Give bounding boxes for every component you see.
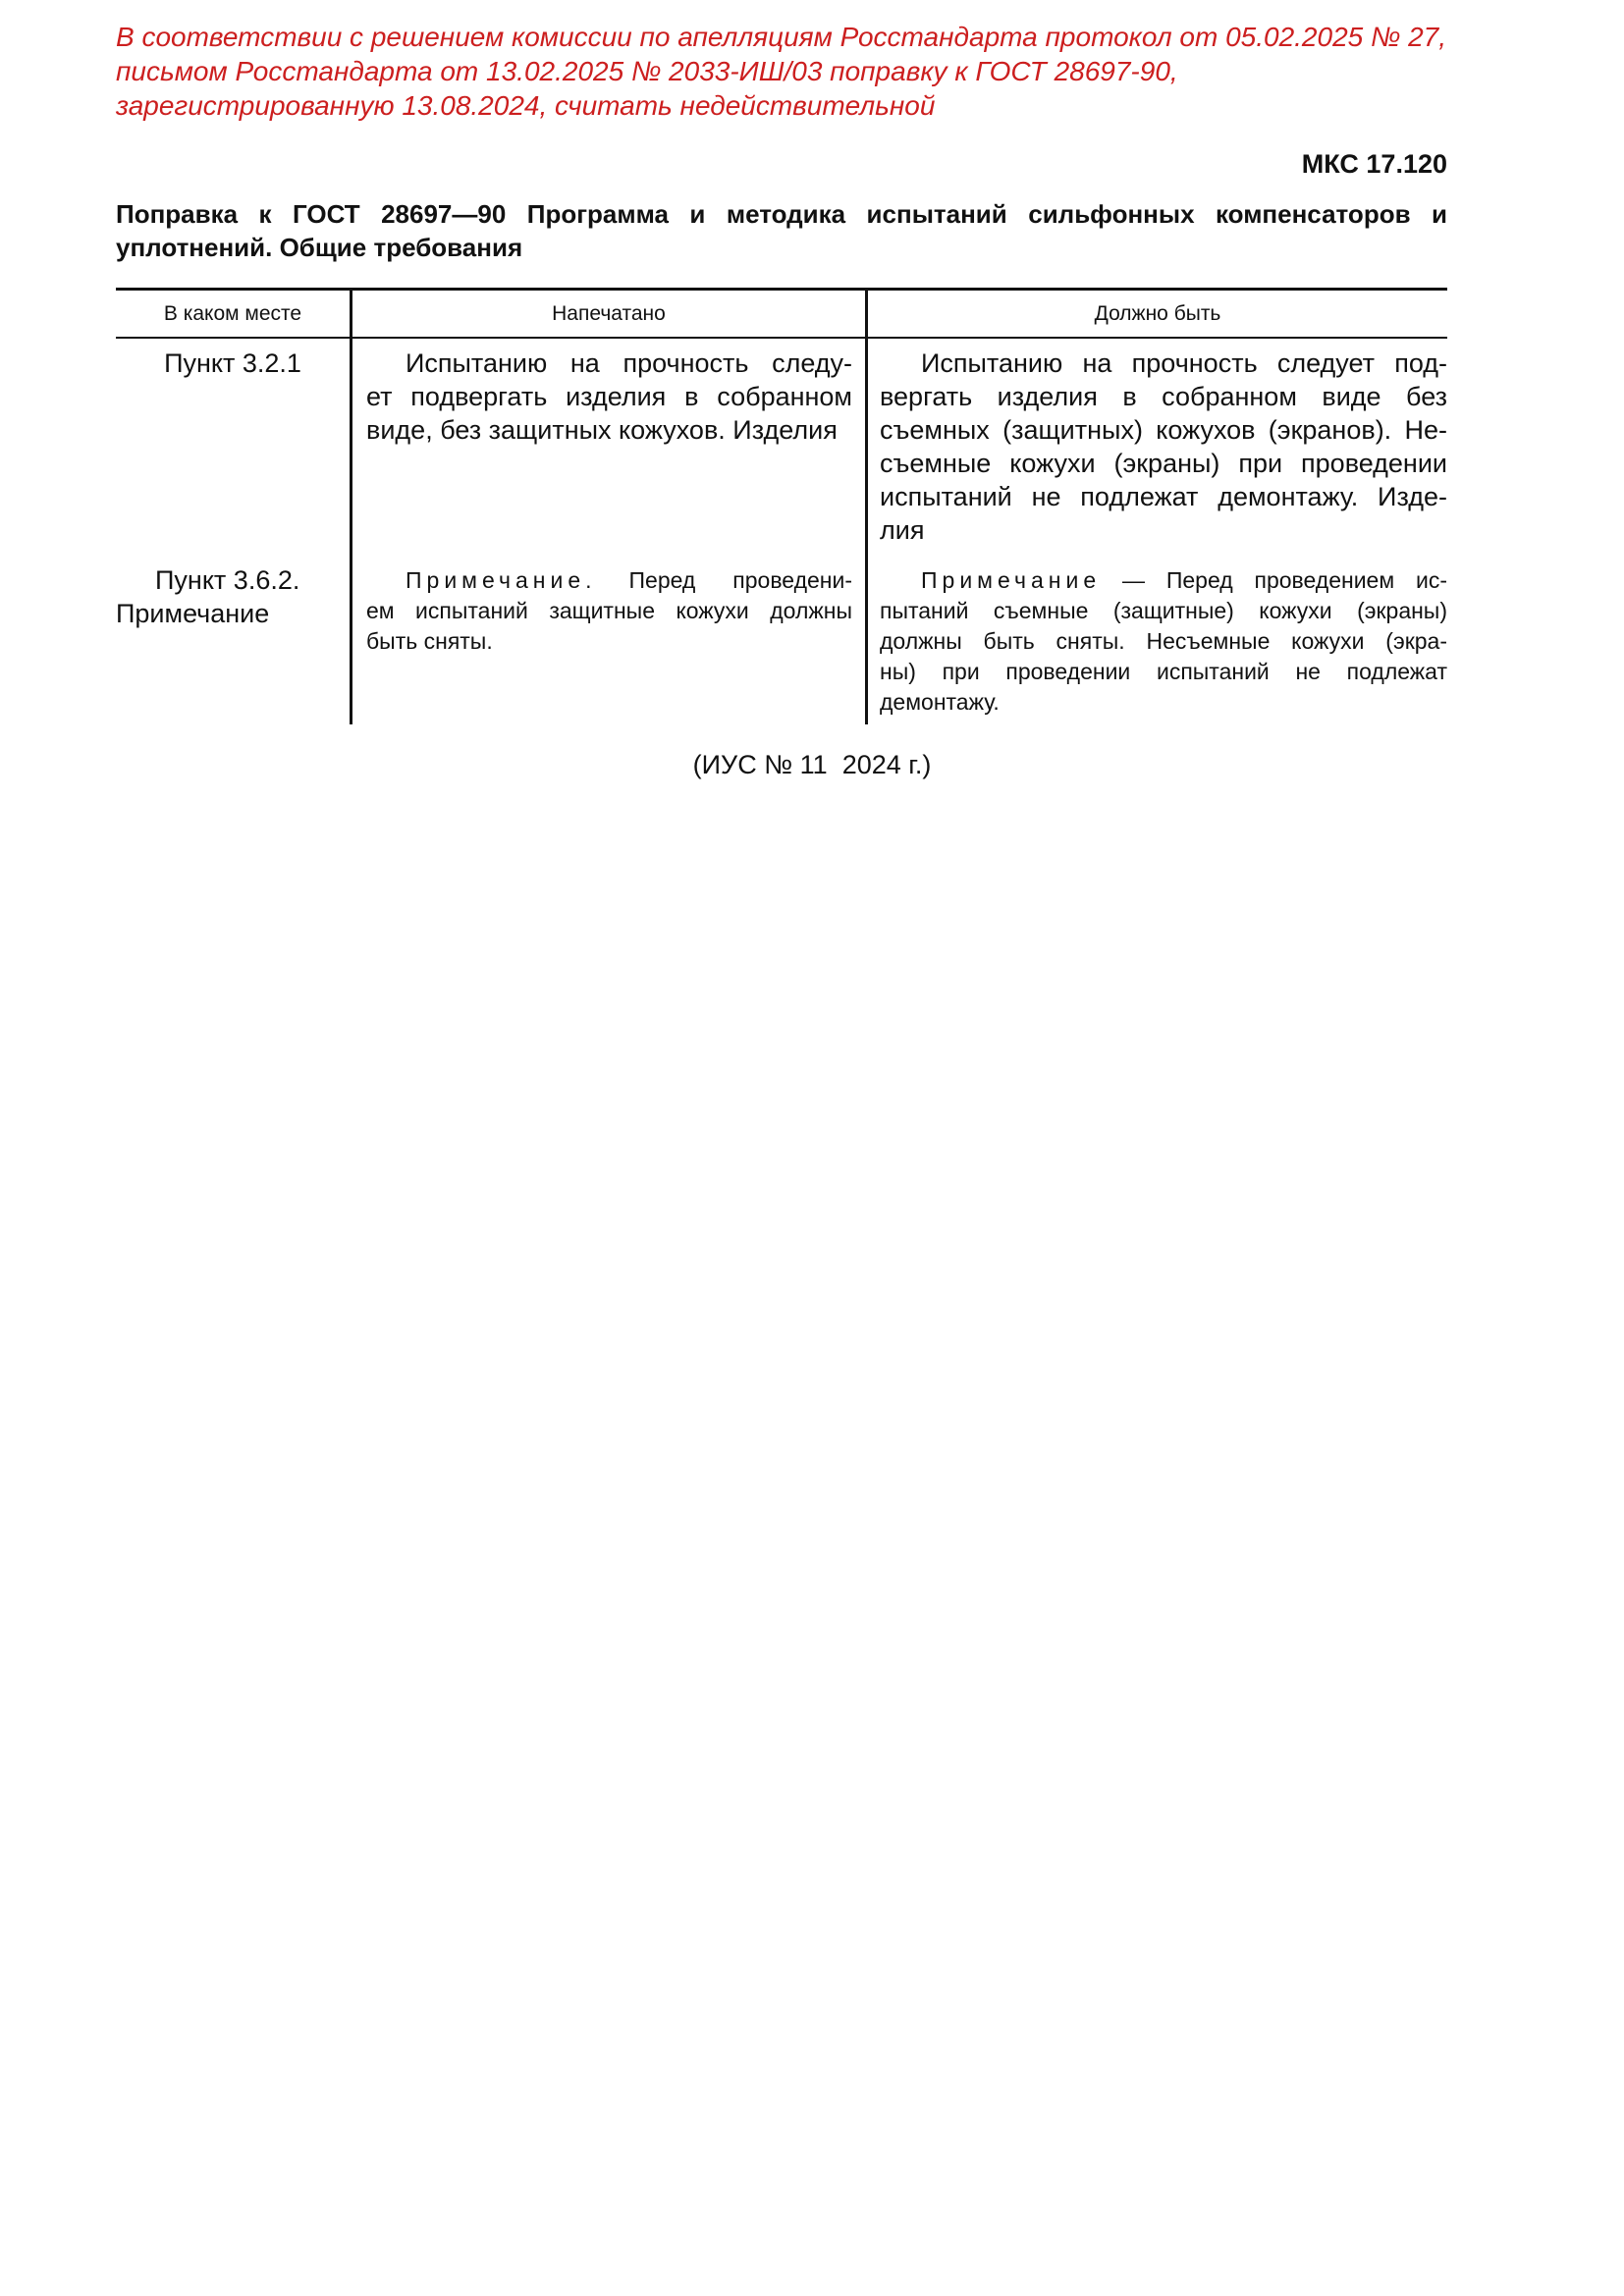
row2-printed-line-3: быть сняты. [366,628,493,654]
row2-should-line-1 [880,565,1447,596]
column-divider-1 [350,291,352,724]
column-divider-2 [865,291,868,724]
table-header-rule [116,337,1447,339]
row2-should-line-3: должны быть сняты. Несъемные кожухи (экра- [880,628,1447,654]
note-label: Примечание [406,567,586,593]
row1-place: Пункт 3.2.1 [164,348,301,378]
row2-place-line-2: Примечание [116,599,270,628]
header-printed: Напечатано [552,302,666,325]
ius-reference: (ИУС № 11 2024 г.) [692,750,932,779]
cancellation-notice [116,20,1490,123]
row2-should-line-5: демонтажу. [880,689,1000,715]
document-title [116,197,1447,264]
row1-printed [366,347,852,447]
title-line-2: уплотнений. Общие требования [116,233,523,262]
notice-line-2: письмом Росстандарта от 13.02.2025 № 2033-ИШ/03 поправку к ГОСТ 28697-90, [116,56,1178,86]
row2-place [116,563,350,630]
mks-code: МКС 17.120 [1301,149,1447,179]
row2-printed-line-1-rest: . Перед проведени- [585,567,852,593]
row2-should-be [880,565,1447,718]
row1-printed-line-3: виде, без защитных кожухов. Изделия [366,415,838,445]
row2-place-line-1: Пункт 3.6.2. [155,565,300,595]
row2-should-line-2: пытаний съемные (защитные) кожухи (экраны) [880,598,1447,623]
row2-printed-line-2: ем испытаний защитные кожухи должны [366,598,852,623]
row1-printed-line-1: Испытанию на прочность следу- [406,348,852,378]
row2-printed [366,565,852,657]
header-should-be: Должно быть [1094,302,1221,325]
title-line-1: Поправка к ГОСТ 28697—90 Программа и методика испытаний сильфонных компенсаторов и [116,199,1447,229]
header-place: В каком месте [163,302,302,325]
row1-should-line-4: съемные кожухи (экраны) при проведении [880,449,1447,478]
row1-should-be [880,347,1447,547]
row1-should-line-5: испытаний не подлежат демонтажу. Изде- [880,482,1447,511]
notice-line-3: зарегистрированную 13.08.2024, считать недействительной [116,90,936,121]
row2-printed-line-1 [366,565,852,596]
note-label: Примечание [921,567,1102,593]
notice-line-1: В соответствии с решением комиссии по апелляциям Росстандарта протокол от 05.02.2025 № 27, [116,22,1447,52]
row1-should-line-2: вергать изделия в собранном виде без [880,382,1447,411]
row2-should-line-1-rest: — Перед проведением ис- [1101,567,1447,593]
row1-should-line-6: лия [880,515,925,545]
row1-should-line-3: съемных (защитных) кожухов (экранов). Не- [880,415,1447,445]
row1-should-line-1: Испытанию на прочность следует под- [921,348,1447,378]
row2-should-line-4: ны) при проведении испытаний не подлежат [880,659,1447,684]
row1-printed-line-2: ет подвергать изделия в собранном [366,382,852,411]
